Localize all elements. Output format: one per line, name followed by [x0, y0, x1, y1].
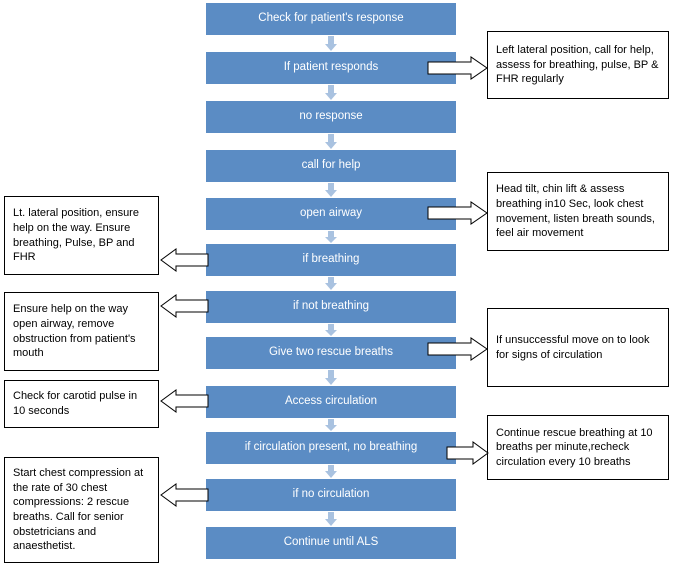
flow-node-continue-until-als: Continue until ALS — [206, 527, 456, 559]
side-note-carotid-pulse — [4, 380, 159, 428]
side-note-open-airway-text: Head tilt, chin lift & assess breathing in10 Sec, look chest movement, listen breath sounds, feel air movement — [496, 183, 655, 240]
side-note-responds-text: Left lateral position, call for help, assess for breathing, pulse, BP & FHR regularly — [496, 44, 659, 86]
side-note-carotid-pulse-text: Check for carotid pulse in 10 seconds — [13, 390, 138, 417]
side-note-ensure-help — [4, 292, 159, 371]
side-note-lateral-position-text: Lt. lateral position, ensure help on the way. Ensure breathing, Pulse, BP and FHR — [13, 207, 139, 264]
connector-arrow-11 — [324, 512, 338, 526]
flow-node-open-airway: open airway — [206, 198, 456, 230]
arrow-left-carotid-pulse — [160, 390, 208, 412]
connector-arrow-5 — [324, 231, 338, 243]
side-note-chest-compression-text: Start chest compression at the rate of 30 chest compressions: 2 rescue breaths. Call for senior obstetricians and anaesthetist. — [13, 467, 144, 553]
flow-node-check-response: Check for patient's response — [206, 3, 456, 35]
connector-arrow-3 — [324, 134, 338, 149]
connector-arrow-9 — [324, 419, 338, 431]
side-note-responds — [487, 31, 669, 99]
flow-node-circulation-present: if circulation present, no breathing — [206, 432, 456, 464]
arrow-left-lateral-position — [160, 249, 208, 271]
side-note-chest-compression — [4, 457, 159, 563]
flow-node-if-breathing: if breathing — [206, 244, 456, 276]
flow-node-two-rescue-breaths: Give two rescue breaths — [206, 337, 456, 369]
side-note-unsuccessful-text: If unsuccessful move on to look for signs of circulation — [496, 333, 650, 361]
side-note-open-airway — [487, 172, 669, 251]
side-note-unsuccessful — [487, 308, 669, 387]
connector-arrow-7 — [324, 324, 338, 336]
connector-arrow-2 — [324, 85, 338, 100]
connector-arrow-6 — [324, 277, 338, 290]
connector-arrow-8 — [324, 370, 338, 385]
connector-arrow-1 — [324, 36, 338, 51]
arrow-right-responds — [428, 57, 488, 79]
side-note-continue-rescue — [487, 415, 669, 480]
side-note-continue-rescue-text: Continue rescue breathing at 10 breaths per minute,recheck circulation every 10 breaths — [496, 426, 653, 468]
arrow-right-unsuccessful — [428, 338, 488, 360]
flow-node-if-patient-responds: If patient responds — [206, 52, 456, 84]
side-note-ensure-help-text: Ensure help on the way open airway, remove obstruction from patient's mouth — [13, 303, 136, 360]
connector-arrow-4 — [324, 183, 338, 197]
connector-arrow-10 — [324, 465, 338, 478]
flow-node-call-for-help: call for help — [206, 150, 456, 182]
flow-node-access-circulation: Access circulation — [206, 386, 456, 418]
side-note-lateral-position — [4, 196, 159, 275]
arrow-right-continue-rescue — [447, 442, 489, 464]
flow-node-no-circulation: if no circulation — [206, 479, 456, 511]
flow-node-if-not-breathing: if not breathing — [206, 291, 456, 323]
arrow-left-ensure-help — [160, 295, 208, 317]
arrow-right-open-airway — [428, 202, 488, 224]
arrow-left-chest-compression — [160, 484, 208, 506]
flow-node-no-response: no response — [206, 101, 456, 133]
